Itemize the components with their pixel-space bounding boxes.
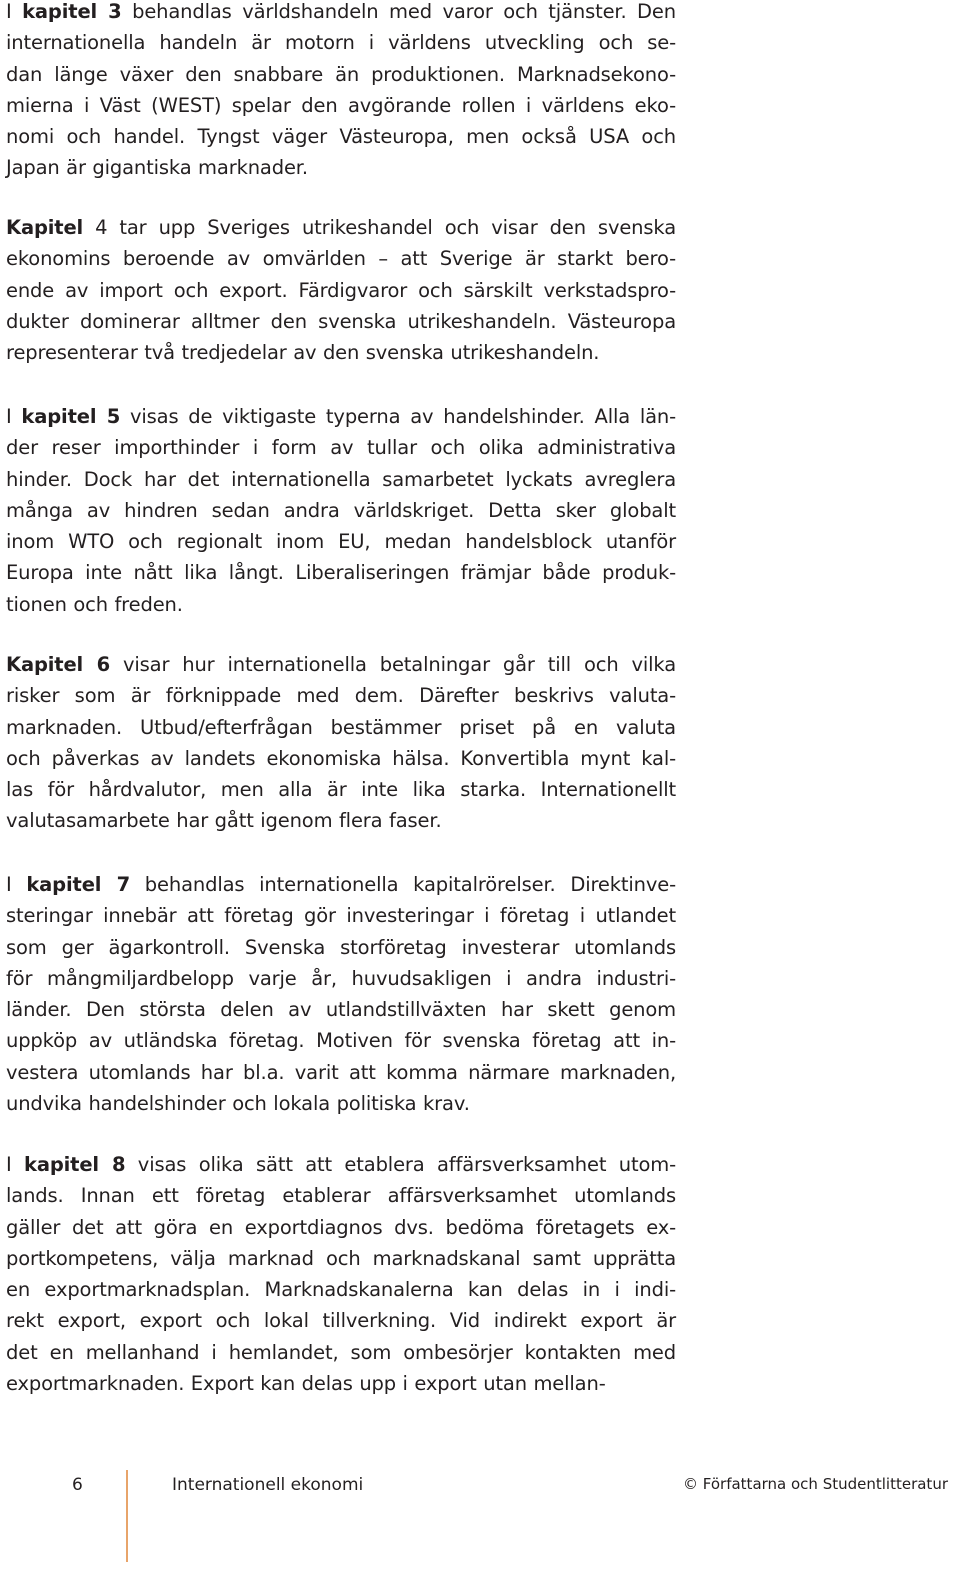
- text-line: [6, 275, 676, 306]
- page-number: 6: [72, 1475, 83, 1495]
- chapter-reference: kapitel 5: [21, 405, 121, 428]
- footer-divider: [126, 1470, 128, 1562]
- text-line: [6, 1337, 676, 1368]
- text-run: och påverkas av landets ekonomiska hälsa. Konvertibla mynt kal-: [6, 746, 676, 770]
- text-line: [6, 27, 676, 58]
- text-line: [6, 59, 676, 90]
- text-run: marknaden. Utbud/efterfrågan bestämmer priset på en valuta: [6, 715, 676, 739]
- text-run: Japan är gigantiska marknader.: [6, 156, 308, 180]
- text-line: [6, 1088, 676, 1119]
- text-line: [6, 243, 676, 274]
- text-run: I: [6, 1153, 25, 1176]
- text-run: Europa inte nått lika långt. Liberaliseringen främjar både produk-: [6, 561, 676, 585]
- text-run: 4 tar upp Sveriges utrikeshandel och visar den svenska: [83, 216, 676, 239]
- text-run: visar hur internationella betalningar går till och vilka: [110, 653, 676, 676]
- paragraph-kapitel-6: [6, 649, 676, 837]
- text-run: valutasamarbete har gått igenom flera faser.: [6, 809, 442, 833]
- text-run: visas de viktigaste typerna av handelshinder. Alla län-: [120, 405, 676, 428]
- text-run: som ger ägarkontroll. Svenska storföretag investerar utomlands: [6, 935, 676, 959]
- text-run: representerar två tredjedelar av den svenska utrikeshandeln.: [6, 341, 600, 365]
- paragraph-kapitel-5: [6, 401, 676, 620]
- text-line: [6, 1212, 676, 1243]
- text-line: [6, 994, 676, 1025]
- text-run: gäller det att göra en exportdiagnos dvs. bedöma företagets ex-: [6, 1215, 676, 1239]
- chapter-reference: kapitel 8: [24, 1153, 126, 1176]
- text-run: I: [6, 873, 27, 896]
- text-run: der reser importhinder i form av tullar och olika administrativa: [6, 436, 676, 460]
- text-run: las för hårdvalutor, men alla är inte lika starka. Internationellt: [6, 778, 676, 802]
- text-line: [6, 495, 676, 526]
- text-line: [6, 963, 676, 994]
- text-run: behandlas internationella kapitalrörelser. Direktinve-: [130, 873, 676, 896]
- text-line: [6, 589, 676, 620]
- text-line: [6, 1305, 676, 1336]
- text-run: länder. Den största delen av utlandstillväxten har skett genom: [6, 998, 676, 1022]
- text-line: [6, 680, 676, 711]
- text-line: [6, 0, 676, 27]
- text-line: [6, 557, 676, 588]
- text-line: [6, 152, 676, 183]
- text-run: behandlas världshandeln med varor och tjänster. Den: [121, 0, 676, 23]
- text-run: dukter dominerar alltmer den svenska utrikeshandeln. Västeuropa: [6, 309, 676, 333]
- text-line: [6, 306, 676, 337]
- text-run: dan länge växer den snabbare än produktionen. Marknadsekono-: [6, 62, 676, 86]
- text-run: mierna i Väst (WEST) spelar den avgörande rollen i världens eko-: [6, 93, 676, 117]
- text-line: [6, 1057, 676, 1088]
- text-line: [6, 337, 676, 368]
- text-line: [6, 774, 676, 805]
- text-run: portkompetens, välja marknad och marknadskanal samt upprätta: [6, 1246, 676, 1270]
- text-run: tionen och freden.: [6, 592, 183, 616]
- text-run: visas olika sätt att etablera affärsverksamhet utom-: [125, 1153, 676, 1176]
- text-line: [6, 464, 676, 495]
- text-run: I: [6, 405, 22, 428]
- text-line: [6, 526, 676, 557]
- text-run: många av hindren sedan andra världskriget. Detta sker globalt: [6, 498, 676, 522]
- text-run: hinder. Dock har det internationella samarbetet lyckats avreglera: [6, 467, 676, 491]
- text-line: [6, 805, 676, 836]
- text-run: vestera utomlands har bl.a. varit att komma närmare marknaden,: [6, 1060, 676, 1084]
- text-line: [6, 649, 676, 680]
- chapter-reference: kapitel 7: [26, 873, 131, 896]
- text-line: [6, 1243, 676, 1274]
- paragraph-kapitel-7: [6, 869, 676, 1119]
- copyright-notice: © Författarna och Studentlitteratur: [683, 1475, 948, 1493]
- chapter-reference: Kapitel 6: [6, 653, 111, 676]
- text-line: [6, 401, 676, 432]
- text-line: [6, 121, 676, 152]
- text-line: [6, 212, 676, 243]
- text-run: internationella handeln är motorn i världens utveckling och se-: [6, 31, 676, 55]
- text-run: risker som är förknippade med dem. Därefter beskrivs valuta-: [6, 684, 676, 708]
- paragraph-kapitel-4: [6, 212, 676, 368]
- text-run: lands. Innan ett företag etablerar affärsverksamhet utomlands: [6, 1184, 676, 1208]
- text-line: [6, 743, 676, 774]
- text-run: för mångmiljardbelopp varje år, huvudsakligen i andra industri-: [6, 966, 676, 990]
- text-line: [6, 1274, 676, 1305]
- text-line: [6, 712, 676, 743]
- text-run: ende av import och export. Färdigvaror och särskilt verkstadspro-: [6, 278, 676, 302]
- text-run: undvika handelshinder och lokala politiska krav.: [6, 1092, 470, 1116]
- text-run: exportmarknaden. Export kan delas upp i export utan mellan-: [6, 1372, 606, 1396]
- text-run: rekt export, export och lokal tillverkning. Vid indirekt export är: [6, 1309, 676, 1333]
- text-line: [6, 432, 676, 463]
- text-line: [6, 932, 676, 963]
- text-run: steringar innebär att företag gör investeringar i företag i utlandet: [6, 904, 676, 928]
- text-line: [6, 90, 676, 121]
- page-footer: [0, 1470, 960, 1570]
- paragraph-kapitel-8: [6, 1149, 676, 1399]
- text-line: [6, 869, 676, 900]
- text-line: [6, 1180, 676, 1211]
- book-title: Internationell ekonomi: [172, 1475, 364, 1495]
- text-run: det en mellanhand i hemlandet, som ombesörjer kontakten med: [6, 1340, 676, 1364]
- text-line: [6, 1149, 676, 1180]
- text-run: nomi och handel. Tyngst väger Västeuropa, men också USA och: [6, 125, 676, 149]
- text-run: I: [6, 0, 23, 23]
- text-run: en exportmarknadsplan. Marknadskanalerna kan delas in i indi-: [6, 1278, 676, 1302]
- text-line: [6, 900, 676, 931]
- text-line: [6, 1368, 676, 1399]
- text-run: ekonomins beroende av omvärlden – att Sverige är starkt bero-: [6, 247, 676, 271]
- text-line: [6, 1025, 676, 1056]
- paragraph-kapitel-3: [6, 0, 676, 184]
- chapter-reference: Kapitel: [6, 216, 84, 239]
- text-run: uppköp av utländska företag. Motiven för svenska företag att in-: [6, 1029, 676, 1053]
- text-run: inom WTO och regionalt inom EU, medan handelsblock utanför: [6, 530, 676, 554]
- chapter-reference: kapitel 3: [22, 0, 122, 23]
